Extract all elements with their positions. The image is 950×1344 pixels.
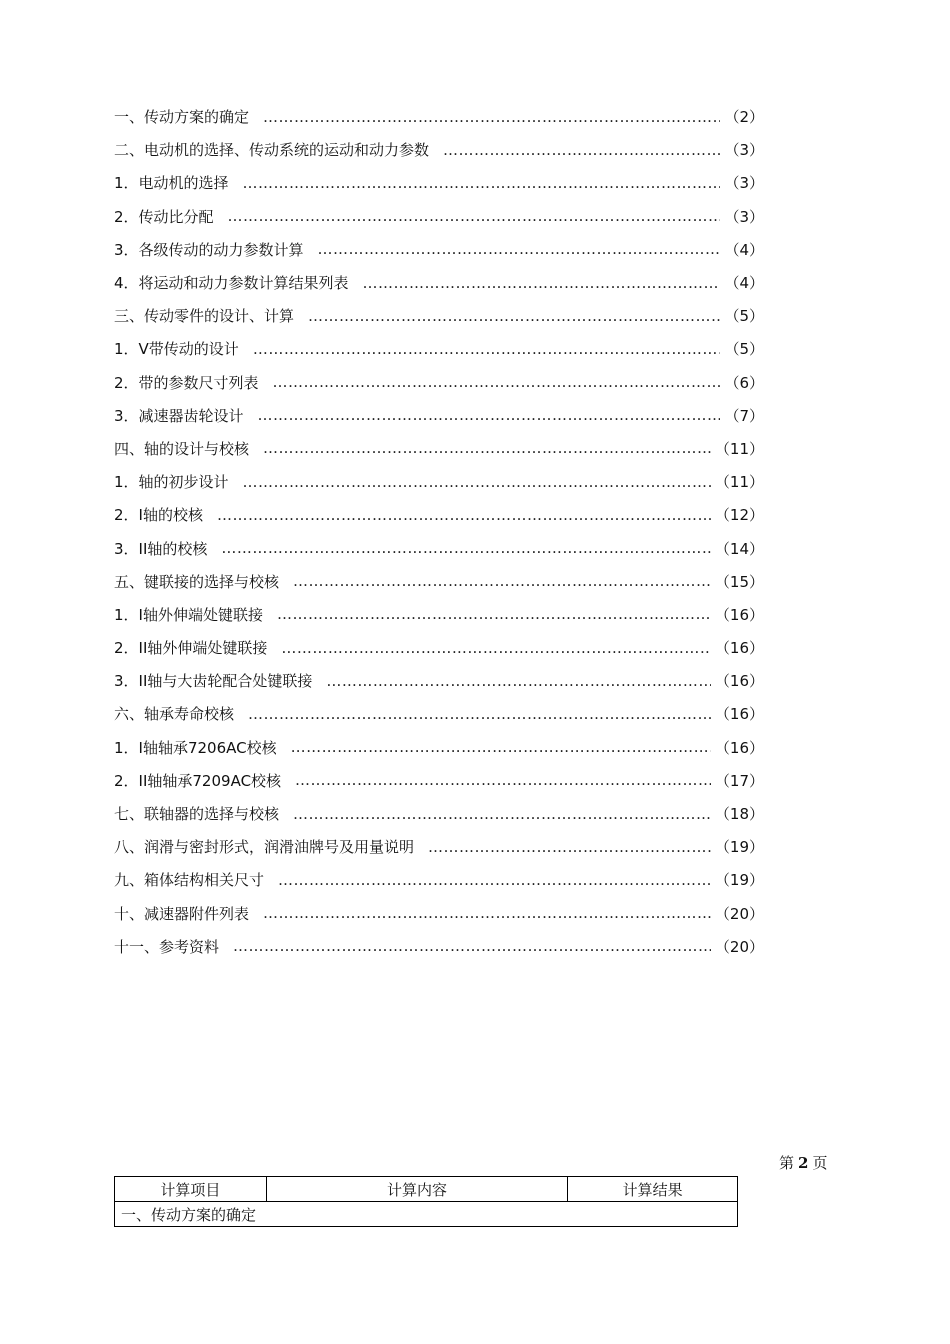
toc-leader-dots bbox=[443, 141, 720, 159]
toc-entry[interactable] bbox=[114, 299, 764, 332]
toc-entry-page: （17） bbox=[714, 771, 764, 790]
toc-leader-dots bbox=[281, 639, 711, 657]
calculation-table bbox=[114, 1176, 738, 1227]
toc-entry[interactable] bbox=[114, 897, 764, 930]
toc-entry-title: 一、传动方案的确定 bbox=[114, 108, 250, 127]
toc-entry-page: （19） bbox=[714, 871, 764, 890]
toc-entry[interactable] bbox=[114, 200, 764, 233]
toc-entry-title: 七、联轴器的选择与校核 bbox=[114, 805, 280, 824]
toc-entry-title: 4．将运动和动力参数计算结果列表 bbox=[114, 274, 349, 293]
toc-entry[interactable] bbox=[114, 697, 764, 730]
toc-leader-dots bbox=[243, 473, 711, 491]
toc-entry[interactable] bbox=[114, 830, 764, 863]
toc-entry-title: 三、传动零件的设计、计算 bbox=[114, 307, 295, 326]
toc-entry-page: （11） bbox=[714, 473, 764, 492]
toc-entry-title: 2．带的参数尺寸列表 bbox=[114, 373, 259, 392]
toc-leader-dots bbox=[278, 871, 711, 889]
toc-entry-page: （4） bbox=[724, 274, 764, 293]
toc-entry[interactable] bbox=[114, 465, 764, 498]
toc-leader-dots bbox=[217, 506, 711, 524]
toc-leader-dots bbox=[248, 705, 711, 723]
toc-leader-dots bbox=[363, 274, 721, 292]
toc-leader-dots bbox=[308, 307, 720, 325]
table-header-row bbox=[115, 1177, 738, 1202]
toc-entry-title: 六、轴承寿命校核 bbox=[114, 705, 235, 724]
toc-entry[interactable] bbox=[114, 531, 764, 564]
toc-entry-title: 十、减速器附件列表 bbox=[114, 904, 250, 923]
toc-entry-title: 1．V带传动的设计 bbox=[114, 340, 239, 359]
toc-entry[interactable] bbox=[114, 266, 764, 299]
toc-entry-title: 2．I轴的校核 bbox=[114, 506, 203, 525]
toc-entry-title: 3．II轴与大齿轮配合处键联接 bbox=[114, 672, 313, 691]
toc-leader-dots bbox=[428, 838, 711, 856]
toc-leader-dots bbox=[258, 406, 721, 424]
toc-leader-dots bbox=[243, 174, 721, 192]
toc-entry-page: （20） bbox=[714, 937, 764, 956]
toc-leader-dots bbox=[295, 771, 711, 789]
toc-entry[interactable] bbox=[114, 930, 764, 963]
page-number-suffix: 页 bbox=[812, 1154, 828, 1172]
toc-leader-dots bbox=[318, 240, 721, 258]
toc-entry-page: （5） bbox=[724, 340, 764, 359]
page-number-value: 2 bbox=[798, 1154, 809, 1172]
toc-leader-dots bbox=[221, 539, 711, 557]
toc-entry-title: 九、箱体结构相关尺寸 bbox=[114, 871, 265, 890]
toc-entry-title: 1．I轴外伸端处键联接 bbox=[114, 605, 263, 624]
toc-entry-page: （2） bbox=[724, 108, 764, 127]
toc-entry[interactable] bbox=[114, 100, 764, 133]
toc-leader-dots bbox=[293, 572, 711, 590]
toc-entry-page: （3） bbox=[724, 141, 764, 160]
column-header-content: 计算内容 bbox=[266, 1177, 567, 1202]
toc-leader-dots bbox=[253, 340, 721, 358]
toc-entry-page: （20） bbox=[714, 904, 764, 923]
toc-entry[interactable] bbox=[114, 797, 764, 830]
toc-entry-title: 十一、参考资料 bbox=[114, 937, 220, 956]
toc-entry-title: 3．各级传动的动力参数计算 bbox=[114, 240, 304, 259]
toc-entry[interactable] bbox=[114, 598, 764, 631]
toc-leader-dots bbox=[326, 672, 711, 690]
table-of-contents bbox=[114, 100, 764, 963]
toc-entry-page: （19） bbox=[714, 838, 764, 857]
toc-leader-dots bbox=[273, 373, 721, 391]
toc-entry-title: 四、轴的设计与校核 bbox=[114, 439, 250, 458]
page-number bbox=[779, 1152, 827, 1173]
toc-entry-title: 五、键联接的选择与校核 bbox=[114, 572, 280, 591]
toc-entry[interactable] bbox=[114, 664, 764, 697]
toc-entry[interactable] bbox=[114, 133, 764, 166]
toc-entry-page: （3） bbox=[724, 174, 764, 193]
toc-entry-page: （11） bbox=[714, 439, 764, 458]
toc-entry-title: 2．传动比分配 bbox=[114, 207, 214, 226]
toc-entry-page: （7） bbox=[724, 406, 764, 425]
toc-entry-title: 2．II轴外伸端处键联接 bbox=[114, 639, 268, 658]
toc-entry-page: （16） bbox=[714, 639, 764, 658]
toc-entry-page: （15） bbox=[714, 572, 764, 591]
toc-leader-dots bbox=[277, 605, 711, 623]
toc-entry[interactable] bbox=[114, 332, 764, 365]
toc-leader-dots bbox=[263, 439, 711, 457]
toc-leader-dots bbox=[233, 937, 711, 955]
toc-leader-dots bbox=[291, 738, 711, 756]
toc-entry-title: 3．减速器齿轮设计 bbox=[114, 406, 244, 425]
toc-leader-dots bbox=[293, 805, 711, 823]
toc-entry[interactable] bbox=[114, 366, 764, 399]
toc-entry[interactable] bbox=[114, 498, 764, 531]
toc-entry-title: 1．轴的初步设计 bbox=[114, 473, 229, 492]
toc-entry-page: （16） bbox=[714, 738, 764, 757]
toc-entry-title: 1．电动机的选择 bbox=[114, 174, 229, 193]
toc-entry-page: （16） bbox=[714, 605, 764, 624]
column-header-result: 计算结果 bbox=[568, 1177, 738, 1202]
toc-entry[interactable] bbox=[114, 432, 764, 465]
toc-entry[interactable] bbox=[114, 565, 764, 598]
toc-entry-title: 二、电动机的选择、传动系统的运动和动力参数 bbox=[114, 141, 430, 160]
page-number-prefix: 第 bbox=[779, 1154, 795, 1172]
toc-entry[interactable] bbox=[114, 863, 764, 896]
toc-entry[interactable] bbox=[114, 166, 764, 199]
toc-entry-title: 八、润滑与密封形式，润滑油牌号及用量说明 bbox=[114, 838, 415, 857]
toc-entry-page: （12） bbox=[714, 506, 764, 525]
toc-entry-page: （18） bbox=[714, 805, 764, 824]
toc-entry-page: （4） bbox=[724, 240, 764, 259]
section-heading-cell: 一、传动方案的确定 bbox=[115, 1202, 738, 1227]
toc-entry[interactable] bbox=[114, 731, 764, 764]
toc-entry-page: （5） bbox=[724, 307, 764, 326]
toc-entry-page: （16） bbox=[714, 705, 764, 724]
toc-leader-dots bbox=[263, 904, 711, 922]
toc-leader-dots bbox=[263, 108, 720, 126]
toc-entry-title: 3．II轴的校核 bbox=[114, 539, 208, 558]
toc-entry[interactable] bbox=[114, 764, 764, 797]
toc-entry[interactable] bbox=[114, 233, 764, 266]
toc-entry-page: （6） bbox=[724, 373, 764, 392]
toc-entry-page: （14） bbox=[714, 539, 764, 558]
column-header-item: 计算项目 bbox=[115, 1177, 267, 1202]
toc-entry-title: 2．II轴轴承7209AC校核 bbox=[114, 771, 282, 790]
table-row bbox=[115, 1202, 738, 1227]
toc-entry-title: 1．I轴轴承7206AC校核 bbox=[114, 738, 277, 757]
toc-entry-page: （16） bbox=[714, 672, 764, 691]
toc-entry[interactable] bbox=[114, 631, 764, 664]
toc-leader-dots bbox=[228, 207, 721, 225]
toc-entry-page: （3） bbox=[724, 207, 764, 226]
toc-entry[interactable] bbox=[114, 399, 764, 432]
